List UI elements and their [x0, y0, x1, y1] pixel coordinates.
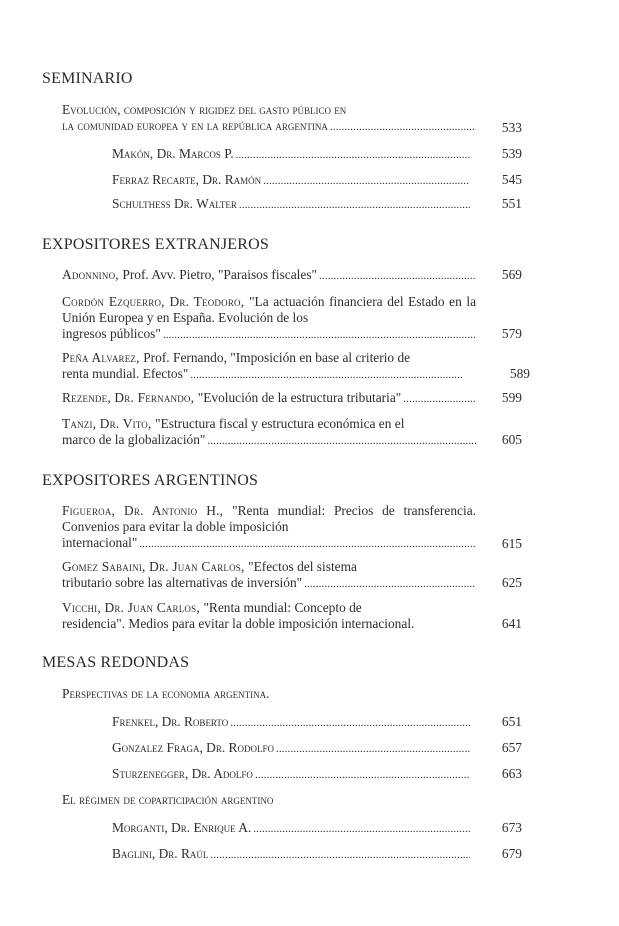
- author-name: Ferraz Recarte, Dr. Ramón: [112, 172, 262, 187]
- author-name: Morganti, Dr. Enrique A.: [112, 820, 252, 835]
- dot-leader: [304, 575, 476, 593]
- dot-leader: [255, 766, 470, 784]
- entry-text-line: residencia". Medios para evitar la doble imposición internacional.: [62, 615, 415, 631]
- page-number: 539: [501, 146, 522, 161]
- toc-entry-author: [112, 846, 470, 864]
- dot-leader: [207, 432, 476, 450]
- entry-title: "La actuación financiera del Estado en la Unión Europea y en España. Evolución de los: [62, 294, 477, 325]
- page-number: 551: [501, 196, 522, 211]
- entry-title: "Renta mundial: Concepto de: [203, 600, 362, 615]
- dot-leader: [139, 535, 476, 553]
- entry-title: Prof. Avv. Pietro, "Paraisos fiscales": [122, 267, 318, 282]
- toc-entry: [62, 350, 476, 384]
- entry-text-line: internacional": [62, 534, 138, 550]
- entry-title: "Efectos del sistema: [248, 559, 357, 574]
- author-name: Rezende, Dr. Fernando,: [62, 390, 198, 405]
- page-number: 679: [501, 846, 522, 861]
- dot-leader: [236, 146, 470, 164]
- dot-leader: [276, 740, 470, 758]
- page-number: 663: [501, 766, 522, 781]
- dot-leader: [403, 390, 476, 408]
- page-number: 615: [501, 536, 522, 551]
- dot-leader: [330, 118, 476, 136]
- page-number: 657: [501, 740, 522, 755]
- author-name: Makón, Dr. Marcos P.: [112, 146, 234, 161]
- page-number: 605: [501, 432, 522, 447]
- dot-leader: [263, 172, 470, 190]
- author-name: Vicchi, Dr. Juan Carlos,: [62, 600, 204, 615]
- author-name: Cordón Ezquerro, Dr. Teodoro,: [62, 294, 250, 309]
- toc-entry: [62, 503, 476, 552]
- page-number: 651: [501, 714, 522, 729]
- dot-leader: [319, 267, 476, 285]
- author-name: Frenkel, Dr. Roberto: [112, 714, 229, 729]
- toc-entry-author: [112, 766, 470, 784]
- page-number: 625: [501, 575, 522, 590]
- author-name: Figueroa, Dr. Antonio H.,: [62, 503, 233, 518]
- toc-entry-author: [112, 820, 470, 838]
- toc-entry: [62, 559, 476, 593]
- entry-text-line: renta mundial. Efectos": [62, 365, 189, 381]
- dot-leader: [230, 714, 470, 732]
- entry-text-line: tributario sobre las alternativas de inversión": [62, 574, 303, 590]
- entry-title: Prof. Fernando, "Imposición en base al criterio de: [143, 350, 411, 365]
- toc-entry-author: [112, 172, 470, 190]
- toc-entry-author: [112, 714, 470, 732]
- dot-leader: [190, 366, 462, 384]
- toc-entry: [62, 267, 476, 285]
- entry-text-line: marco de la globalización": [62, 431, 206, 447]
- dot-leader: [210, 846, 470, 864]
- author-name: Baglini, Dr. Raúl: [112, 846, 209, 861]
- author-name: Gomez Sabaini, Dr. Juan Carlos,: [62, 559, 249, 574]
- page-number: 589: [509, 366, 530, 381]
- page-number: 545: [501, 172, 522, 187]
- roundtable-heading: El régimen de coparticipación argentino: [62, 792, 274, 807]
- dot-leader: [239, 196, 470, 214]
- section-title-expositores-extranjeros: EXPOSITORES EXTRANJEROS: [42, 236, 269, 253]
- toc-entry: [62, 390, 476, 408]
- entry-text-line: Evolución, composición y rigidez del gasto público en: [62, 102, 347, 117]
- section-title-seminario: SEMINARIO: [42, 70, 133, 87]
- author-name: Adonnino,: [62, 267, 123, 282]
- toc-entry-author: [112, 740, 470, 758]
- author-name: Sturzenegger, Dr. Adolfo: [112, 766, 253, 781]
- page-number: 673: [501, 820, 522, 835]
- toc-entry: [62, 416, 476, 450]
- page-number: 599: [501, 390, 522, 405]
- entry-text-line: ingresos públicos": [62, 325, 161, 341]
- toc-entry-author: [112, 146, 470, 164]
- toc-entry-seminario-intro: [62, 102, 476, 136]
- entry-title: "Renta mundial: Precios de transferencia. Convenios para evitar la doble imposición: [62, 503, 476, 534]
- section-title-expositores-argentinos: EXPOSITORES ARGENTINOS: [42, 472, 259, 489]
- author-name: Peña Alvarez,: [62, 350, 144, 365]
- section-title-mesas-redondas: MESAS REDONDAS: [42, 654, 190, 671]
- author-name: Tanzi, Dr. Vito,: [62, 416, 156, 431]
- entry-title: "Evolución de la estructura tributaria": [197, 390, 402, 405]
- entry-last-line: [62, 118, 476, 136]
- toc-entry-author: [112, 196, 470, 214]
- author-name: Gonzalez Fraga, Dr. Rodolfo: [112, 740, 274, 755]
- page-number: 533: [501, 120, 522, 135]
- dot-leader: [253, 820, 470, 838]
- toc-entry: [62, 294, 476, 343]
- dot-leader: [163, 326, 476, 344]
- page-number: 641: [501, 616, 522, 631]
- page-number: 579: [501, 326, 522, 341]
- page-number: 569: [501, 267, 522, 282]
- roundtable-heading: Perspectivas de la economia argentina.: [62, 686, 270, 701]
- entry-title: "Estructura fiscal y estructura económica en el: [155, 416, 405, 431]
- entry-text-line: la comunidad europea y en la república argentina: [62, 117, 328, 133]
- toc-entry: [62, 600, 476, 632]
- author-name: Schulthess Dr. Walter: [112, 196, 237, 211]
